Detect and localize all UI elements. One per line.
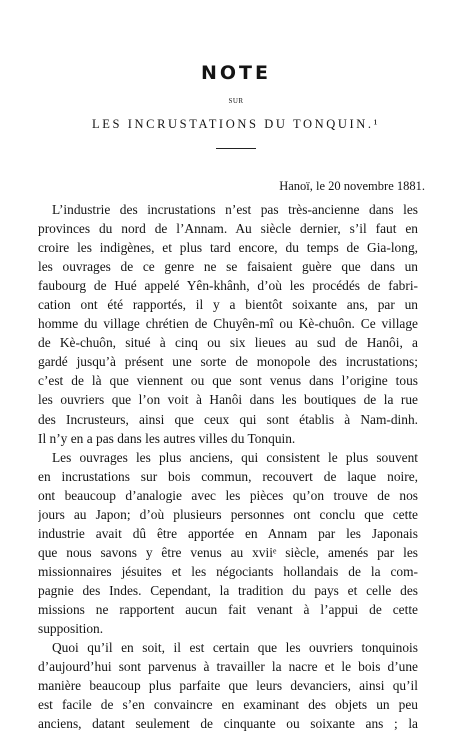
text-line: d’aujourd’hui sont parvenus à travailler la nacre et le bois d’une <box>38 659 418 675</box>
text-line: homme du village chrétien de Chuyên-mî ou Kè-chuôn. Ce village <box>38 316 418 332</box>
text-line: Quoi qu’il en soit, il est certain que les ouvriers tonquinois <box>52 640 418 656</box>
text-line: manière beaucoup plus parfaite que leurs devanciers, ainsi qu’il <box>38 678 418 694</box>
text-line: industrie avait dû être apportée en Annam par les Japonais <box>38 525 418 541</box>
text-line: que nous savons y être venus au xviiᵉ siècle, amenés par les <box>38 544 418 560</box>
text-line: en incrustations sur bois commun, recouvert de laque noire, <box>38 468 418 484</box>
text-line: missions ne rapportent aucun fait venant à l’appui de cette <box>38 601 418 617</box>
text-line: Il n’y en a pas dans les autres villes du Tonquin. <box>38 430 296 446</box>
body-text <box>38 200 418 733</box>
text-line: les ouvrages de ce genre ne se faisaient guère que dans un <box>38 259 418 275</box>
text-line: croire les indigènes, et plus tard encore, du temps de Gia-long, <box>38 240 418 256</box>
title-connector: SUR <box>228 97 244 105</box>
text-line: des Incrusteurs, ainsi que ceux qui sont établis à Nam-dinh. <box>38 411 418 427</box>
text-line: de Kè-chuôn, situé à cinq ou six lieues au sud de Hanôi, a <box>38 335 418 351</box>
text-line: missionnaires jésuites et les négociants hollandais de la com- <box>38 563 418 579</box>
text-line: ont beaucoup d’analogie avec les pièces qu’on trouve de nos <box>38 487 418 503</box>
text-line: jours au Japon; d’où plusieurs personnes ont conclu que cette <box>38 506 418 522</box>
text-line: supposition. <box>38 621 104 637</box>
text-line: c’est de là que viennent ou que sont venus dans l’origine tous <box>38 373 418 389</box>
text-line: Les ouvrages les plus anciens, qui consistent le plus souvent <box>52 449 418 465</box>
title-rule <box>216 148 256 149</box>
text-line: anciens, datant seulement de cinquante ou soixante ans ; la <box>38 716 418 732</box>
text-line: est facile de s’en convaincre en examinant des objets un peu <box>38 697 418 713</box>
text-line: provinces du nord de l’Annam. Au siècle dernier, s’il faut en <box>38 221 418 237</box>
text-line: les ouvriers que l’on voit à Hanôi dans les boutiques de la rue <box>38 392 418 408</box>
text-line: pagnie des Indes. Cependant, la tradition du pays et celle des <box>38 582 418 598</box>
text-line: gardé jusqu’à présent une sorte de monopole des incrustations; <box>38 354 418 370</box>
text-line: faubourg de Hué appelé Yên-khânh, d’où les procédés de fabri- <box>38 278 418 294</box>
dateline: Hanoï, le 20 novembre 1881. <box>279 179 425 193</box>
page-title: NOTE <box>201 62 271 84</box>
text-line: L’industrie des incrustations n’est pas très-ancienne dans les <box>52 202 418 217</box>
text-line: cation ont été rapportés, il y a bientôt soixante ans, par un <box>38 297 418 313</box>
page-subtitle: LES INCRUSTATIONS DU TONQUIN.¹ <box>92 117 380 131</box>
